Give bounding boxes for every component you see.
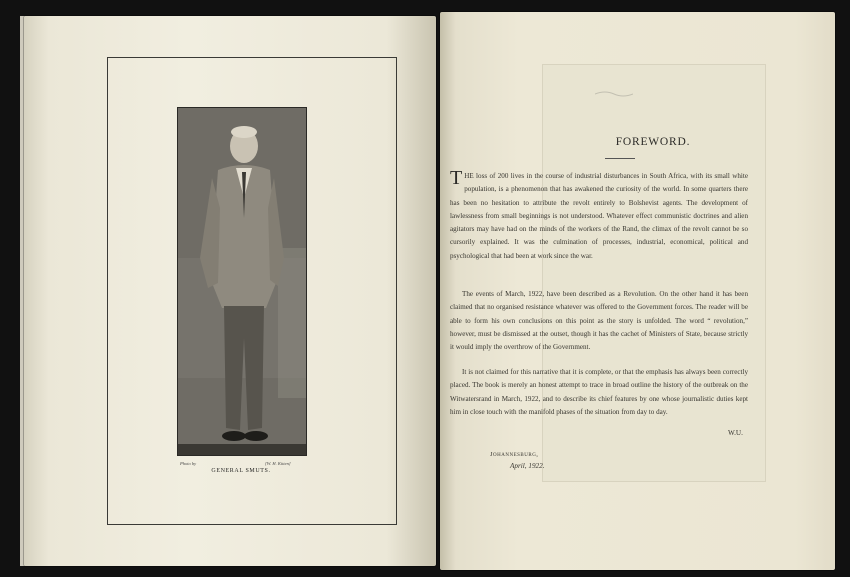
foreword-paragraph-1 bbox=[450, 167, 748, 263]
drop-cap: T bbox=[450, 167, 463, 189]
photo-caption: GENERAL SMUTS. bbox=[211, 468, 271, 474]
photo-credit-right: [W. H. Kitten] bbox=[265, 461, 291, 466]
photo-credit-left: Photo by bbox=[180, 461, 197, 466]
foreword-paragraph-3: It is not claimed for this narrative that it is complete, or that the emphasis has always been correctly placed. The book is merely an honest attempt to trace in broad outline the history of the outbreak on the Witwatersrand in March, 1922, and to describe its chief features by one whose journalistic duties kept him in close touch with the manifold phases of the situation from day to day. bbox=[450, 368, 748, 416]
foreword-paragraph-2: The events of March, 1922, have been described as a Revolution. On the other hand it has been claimed that no organised resistance whatever was offered to the Government forces. The reader will be able to form his own conclusions on this point as the story is unfolded. The word “ revolution,” however, must be dismissed at the outset, though it has the cachet of Ministers of State, because strictly it would imply the overthrow of the Government. bbox=[450, 290, 748, 352]
foreword-title: FOREWORD. bbox=[615, 136, 691, 148]
place-line: Johannesburg, bbox=[490, 451, 539, 458]
title-rule bbox=[605, 158, 635, 159]
paragraph-1-text: HE loss of 200 lives in the course of industrial disturbances in South Africa, with its small white population, is a phenomenon that has awakened the curiosity of the world. In some quarters there has been no hesitation to attribute the revolt entirely to Bolshevist agents. The development of lawlessness from small beginnings is not understood. Whatever effect communistic doctrines and alien agitators may have had on the minds of the workers of the Rand, the climax of the revolt cannot be so cursorily explained. It was the culmination of processes, industrial, economical, political and psychological that had been at work since the war. bbox=[450, 172, 748, 260]
author-initials: W.U. bbox=[728, 429, 743, 437]
date-line: April, 1922. bbox=[510, 462, 545, 470]
ink-smudge bbox=[595, 90, 633, 98]
foreword-panel bbox=[542, 64, 766, 482]
portrait-figure-illustration bbox=[178, 108, 306, 455]
portrait-photo bbox=[177, 107, 307, 456]
